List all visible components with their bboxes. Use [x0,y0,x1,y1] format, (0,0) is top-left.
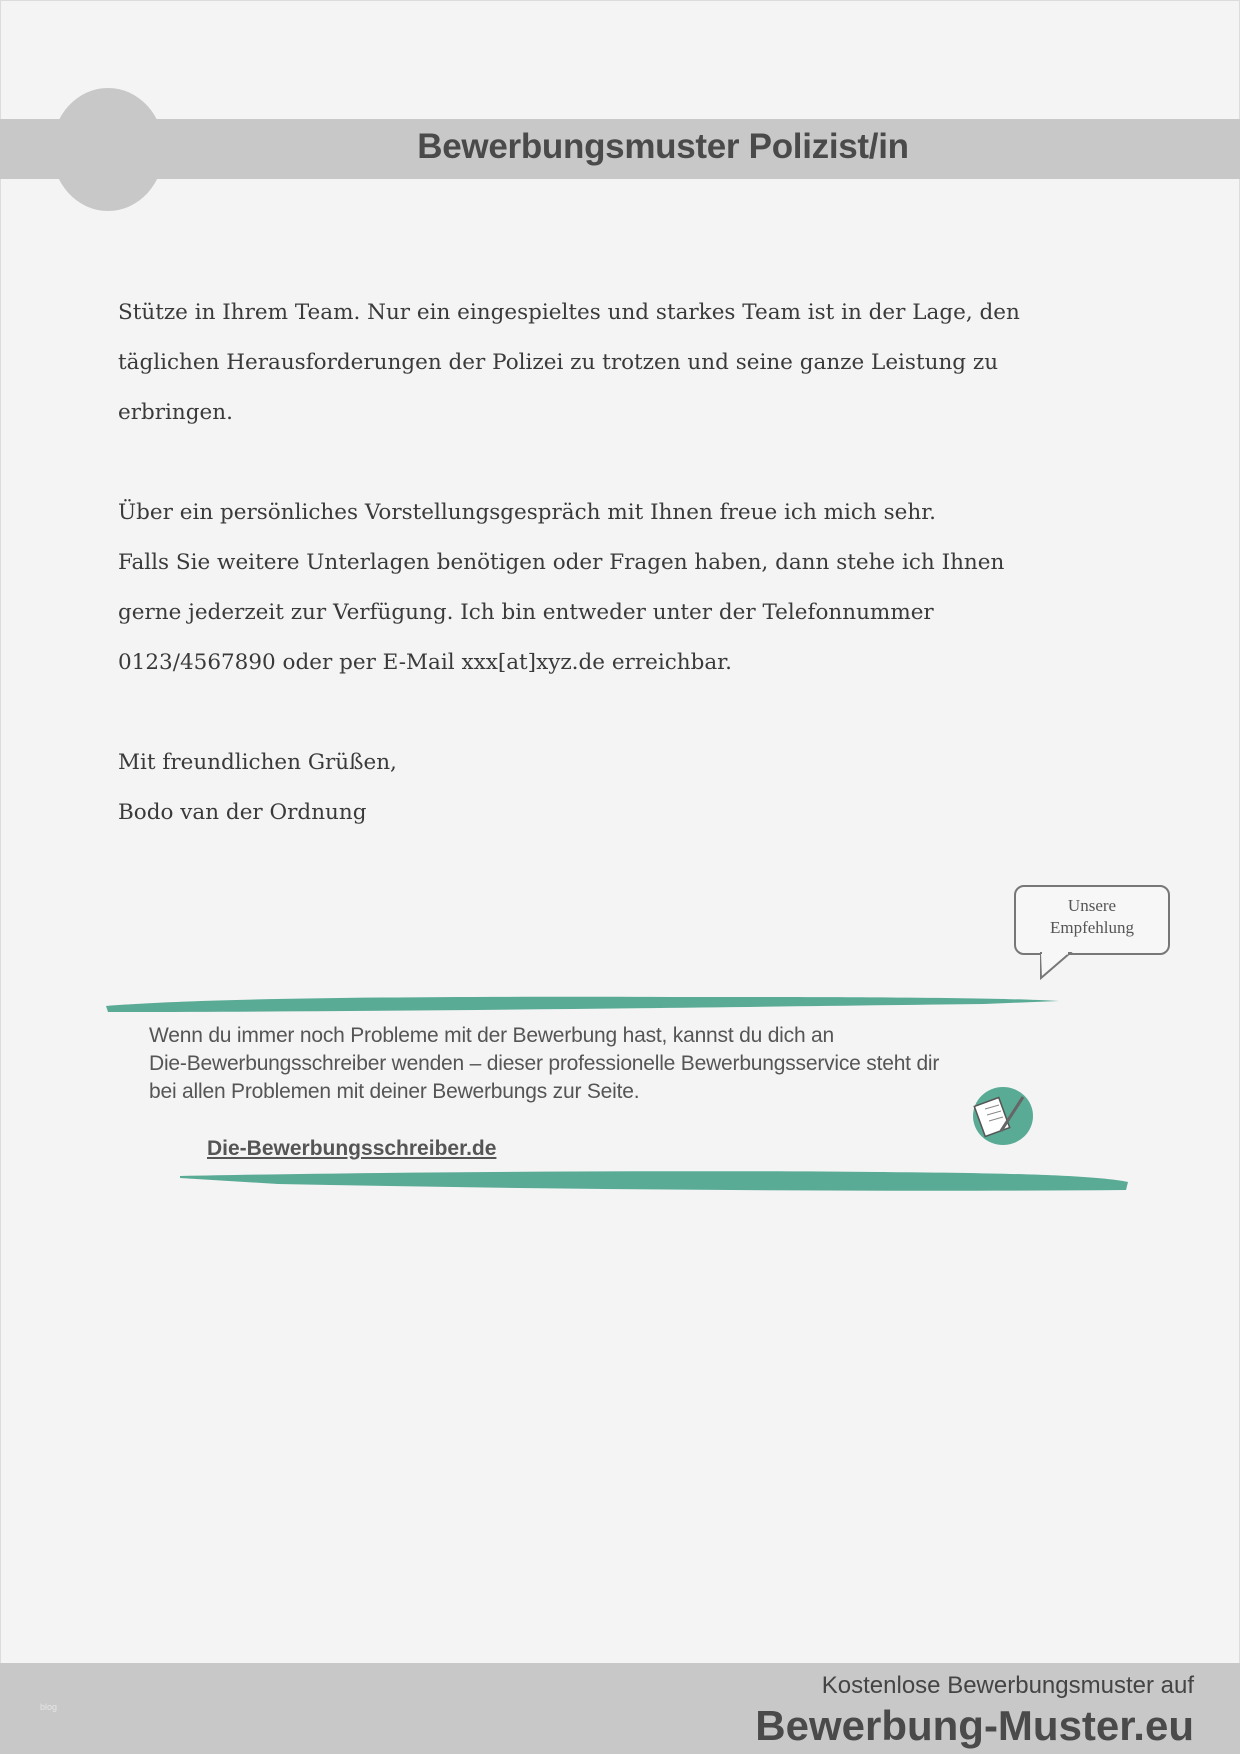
letter-line: erbringen. [118,400,233,425]
promo-text: Die-Bewerbungsschreiber wenden – dieser professionelle Bewerbungsservice steht dir [149,1052,940,1075]
page-title: Bewerbungsmuster Polizist/in [417,127,909,166]
document-pen-icon [973,1087,1033,1145]
letter-line: 0123/4567890 oder per E-Mail xxx[at]xyz.de erreichbar. [118,650,732,675]
teal-brush-stroke [104,992,1064,1016]
letter-line: Falls Sie weitere Unterlagen benötigen oder Fragen haben, dann stehe ich Ihnen [118,550,1005,575]
signature-name: Bodo van der Ordnung [118,800,367,825]
promo-text: Wenn du immer noch Probleme mit der Bewerbung hast, kannst du dich an [149,1024,835,1047]
bewerbungsschreiber-link[interactable]: Die-Bewerbungsschreiber.de [207,1137,497,1160]
footer-tagline: Kostenlose Bewerbungsmuster auf [821,1672,1194,1699]
letter-line: Über ein persönliches Vorstellungsgespräch mit Ihnen freue ich mich sehr. [118,500,936,525]
bubble-text: Empfehlung [1049,918,1135,937]
promo-text: bei allen Problemen mit deiner Bewerbungs zur Seite. [149,1080,640,1103]
recommendation-bubble [1014,885,1170,955]
bubble-tail [1040,952,1090,982]
letter-line: täglichen Herausforderungen der Polizei zu trotzen und seine ganze Leistung zu [118,350,999,375]
footer-small-text: blog [40,1702,58,1712]
footer-brand: Bewerbung-Muster.eu [755,1702,1194,1749]
bubble-text: Unsere [1067,896,1117,915]
closing: Mit freundlichen Grüßen, [118,750,397,775]
letter-line: Stütze in Ihrem Team. Nur ein eingespieltes und starkes Team ist in der Lage, den [118,300,1020,325]
teal-brush-stroke [178,1168,1133,1194]
letter-line: gerne jederzeit zur Verfügung. Ich bin entweder unter der Telefonnummer [118,600,934,625]
